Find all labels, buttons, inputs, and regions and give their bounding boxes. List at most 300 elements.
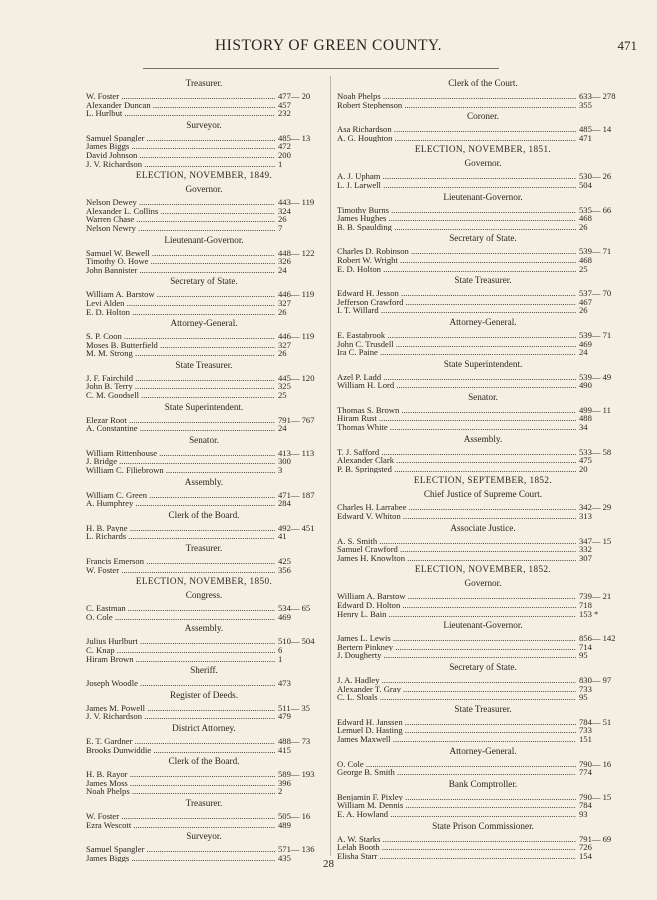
candidate-name: Edward H. Jesson .....: [337, 289, 576, 298]
candidate-name: William A. Barstow .....: [337, 592, 576, 601]
candidate-name: William A. Barstow .....: [86, 290, 275, 299]
candidate-row: [86, 332, 322, 341]
candidate-row: [337, 643, 629, 652]
candidate-name: James Moss .....: [86, 779, 275, 788]
vote-count: 2: [278, 787, 283, 796]
candidate-name: C. M. Goodsell .....: [86, 391, 275, 400]
vote-count: 714: [579, 642, 592, 652]
page-number: 471: [617, 38, 637, 53]
candidate-row: [337, 456, 629, 465]
candidate-name: Edward H. Janssen .....: [337, 718, 576, 727]
candidate-list: [86, 374, 322, 400]
candidate-row: [86, 391, 322, 400]
vote-count: 469: [579, 339, 592, 349]
candidate-row: [86, 299, 322, 308]
vote-count: 24: [278, 265, 287, 275]
candidate-name: J. Dougherty .....: [337, 651, 576, 660]
candidate-row: [86, 341, 322, 350]
candidate-row: [337, 172, 629, 181]
vote-count: 396: [278, 778, 291, 788]
candidate-row: [337, 835, 629, 844]
candidate-row: [86, 491, 322, 500]
office-heading: Governor.: [464, 578, 502, 589]
vote-count: 26: [278, 349, 287, 358]
vote-count: 533— 58: [579, 447, 612, 457]
candidate-name: E. T. Gardner .....: [86, 737, 275, 746]
office-heading: Assembly.: [184, 476, 224, 487]
vote-count: 535— 66: [579, 205, 612, 215]
candidate-row: [86, 416, 322, 425]
candidate-name: J. V. Richardson .....: [86, 160, 275, 169]
candidate-name: Francis Emerson .....: [86, 557, 275, 566]
vote-count: 856— 142: [579, 634, 616, 643]
candidate-name: Edward V. Whiton .....: [337, 512, 576, 521]
office-heading: Attorney-General.: [449, 316, 517, 327]
candidate-row: [337, 125, 629, 134]
candidate-list: [86, 198, 322, 232]
candidate-list: [86, 812, 322, 829]
vote-count: 326: [278, 257, 291, 266]
office-heading: State Superintendent.: [164, 401, 244, 412]
candidate-name: Warren Chase .....: [86, 215, 275, 224]
candidate-row: [86, 613, 322, 622]
vote-count: 457: [278, 100, 291, 110]
candidate-list: [86, 679, 322, 688]
office-heading: Secretary of State.: [170, 276, 238, 287]
candidate-name: H. B. Payne .....: [86, 524, 275, 533]
vote-count: 488— 73: [278, 736, 311, 746]
vote-count: 443— 119: [278, 198, 315, 207]
candidate-list: [337, 247, 629, 273]
vote-count: 477— 20: [278, 92, 311, 101]
candidate-list: [337, 835, 629, 861]
candidate-name: John Bannister .....: [86, 266, 275, 275]
candidate-row: [86, 249, 322, 258]
vote-count: 475: [579, 456, 592, 465]
vote-count: 355: [579, 100, 592, 110]
candidate-row: [337, 810, 629, 819]
candidate-name: John C. Trusdell .....: [337, 340, 576, 349]
candidate-name: T. J. Safford .....: [337, 448, 576, 457]
candidate-row: [337, 793, 629, 802]
office-heading: Assembly.: [184, 623, 224, 634]
office-heading: Surveyor.: [186, 119, 222, 130]
candidate-row: [86, 466, 322, 475]
candidate-row: [337, 726, 629, 735]
vote-count: 534— 65: [278, 604, 311, 613]
candidate-row: [86, 160, 322, 169]
candidate-name: Robert W. Wright .....: [337, 256, 576, 265]
candidate-row: [86, 257, 322, 266]
candidate-name: John B. Terry .....: [86, 382, 275, 391]
vote-count: 325: [278, 382, 291, 392]
vote-count: 356: [278, 565, 291, 575]
candidate-name: A. Constantine .....: [86, 424, 275, 433]
candidate-name: William M. Dennis .....: [337, 801, 576, 810]
candidate-name: James L. Lewis .....: [337, 634, 576, 643]
office-heading: State Treasurer.: [454, 703, 512, 714]
candidate-row: [86, 92, 322, 101]
office-heading: Attorney-General.: [449, 745, 517, 756]
vote-count: 471— 187: [278, 490, 315, 500]
candidate-name: Thomas White .....: [337, 423, 576, 432]
candidate-name: Elezar Root .....: [86, 416, 275, 425]
vote-count: 327: [278, 298, 291, 308]
candidate-name: James Hughes .....: [337, 214, 576, 223]
candidate-row: [86, 655, 322, 664]
candidate-name: James H. Knowlton .....: [337, 554, 576, 563]
candidate-row: [337, 181, 629, 190]
candidate-row: [337, 634, 629, 643]
candidate-row: [86, 266, 322, 275]
candidate-name: C. L. Sloals .....: [337, 693, 576, 702]
vote-count: 26: [579, 306, 588, 315]
vote-count: 718: [579, 601, 592, 610]
candidate-row: [337, 256, 629, 265]
candidate-row: [337, 592, 629, 601]
candidate-name: A. S. Smith .....: [337, 537, 576, 546]
candidate-row: [337, 340, 629, 349]
vote-count: 571— 136: [278, 845, 315, 854]
candidate-row: [337, 423, 629, 432]
candidate-list: [86, 332, 322, 358]
candidate-list: [86, 416, 322, 433]
candidate-row: [337, 348, 629, 357]
candidate-row: [86, 449, 322, 458]
vote-count: 1: [278, 654, 283, 664]
vote-count: 232: [278, 109, 291, 118]
candidate-name: W. Foster .....: [86, 566, 275, 575]
page-footer-number: 28: [323, 858, 334, 870]
candidate-name: Levi Alden .....: [86, 299, 275, 308]
candidate-name: Ira C. Paine .....: [337, 348, 576, 357]
candidate-name: Joseph Woodle .....: [86, 679, 275, 688]
office-heading: Lieutenant-Governor.: [443, 191, 523, 202]
candidate-list: [337, 448, 629, 474]
candidate-name: Timothy Burns .....: [337, 206, 576, 215]
vote-count: 307: [579, 553, 592, 563]
candidate-row: [86, 679, 322, 688]
candidate-row: [86, 637, 322, 646]
candidate-list: [337, 718, 629, 744]
candidate-list: [86, 637, 322, 663]
candidate-row: [337, 214, 629, 223]
candidate-name: Nelson Newry .....: [86, 224, 275, 233]
vote-count: 537— 70: [579, 289, 612, 298]
candidate-row: [337, 465, 629, 474]
candidate-row: [337, 406, 629, 415]
candidate-row: [86, 457, 322, 466]
candidate-name: Alexander L. Collins .....: [86, 207, 275, 216]
office-heading: Assembly.: [463, 433, 503, 444]
candidate-list: [86, 491, 322, 508]
candidate-row: [337, 735, 629, 744]
vote-count: 489: [278, 820, 291, 830]
office-heading: Sheriff.: [190, 665, 218, 676]
candidate-list: [337, 406, 629, 432]
candidate-list: [337, 634, 629, 660]
candidate-row: [337, 223, 629, 232]
candidate-name: Nelson Dewey .....: [86, 198, 275, 207]
candidate-row: [86, 374, 322, 383]
candidate-row: [86, 557, 322, 566]
vote-count: 510— 504: [278, 637, 315, 646]
left-column: [86, 78, 322, 864]
candidate-row: [86, 151, 322, 160]
vote-count: 95: [579, 693, 588, 702]
candidate-row: [86, 215, 322, 224]
office-heading: Attorney-General.: [170, 318, 238, 329]
vote-count: 7: [278, 223, 283, 233]
candidate-row: [86, 770, 322, 779]
candidate-name: E. A. Howland .....: [337, 810, 576, 819]
vote-count: 284: [278, 499, 291, 508]
vote-count: 733: [579, 726, 592, 735]
candidate-row: [86, 737, 322, 746]
vote-count: 25: [579, 264, 588, 274]
candidate-name: L. J. Larwell .....: [337, 181, 576, 190]
candidate-row: [337, 760, 629, 769]
candidate-name: Timothy O. Howe .....: [86, 257, 275, 266]
candidate-list: [337, 793, 629, 819]
vote-count: 539— 49: [579, 372, 612, 382]
candidate-name: James M. Powell .....: [86, 704, 275, 713]
candidate-name: L. Richards .....: [86, 532, 275, 541]
candidate-name: Bertern Pinkney .....: [337, 643, 576, 652]
candidate-row: [337, 373, 629, 382]
vote-count: 313: [579, 512, 592, 521]
candidate-name: J. Bridge .....: [86, 457, 275, 466]
candidate-name: Julius Hurlburt .....: [86, 637, 275, 646]
office-heading: Secretary of State.: [449, 661, 517, 672]
vote-count: 24: [579, 348, 588, 357]
candidate-name: Alexander Clark .....: [337, 456, 576, 465]
candidate-row: [337, 503, 629, 512]
candidate-list: [337, 92, 629, 109]
candidate-row: [86, 224, 322, 233]
candidate-name: Samuel Spangler .....: [86, 845, 275, 854]
vote-count: 539— 71: [579, 247, 612, 256]
office-heading: Senator.: [468, 391, 498, 402]
office-heading: Chief Justice of Supreme Court.: [423, 489, 543, 500]
candidate-name: James Biggs .....: [86, 142, 275, 151]
candidate-list: [337, 503, 629, 520]
vote-count: 347— 15: [579, 536, 612, 546]
vote-count: 467: [579, 297, 592, 307]
candidate-row: [86, 424, 322, 433]
candidate-list: [86, 134, 322, 168]
candidate-name: William C. Filiebrown .....: [86, 466, 275, 475]
candidate-name: Elisha Starr .....: [337, 852, 576, 861]
candidate-name: J. F. Fairchild .....: [86, 374, 275, 383]
vote-count: 300: [278, 457, 291, 467]
candidate-row: [86, 524, 322, 533]
candidate-row: [337, 101, 629, 110]
candidate-name: H. B. Rayor .....: [86, 770, 275, 779]
candidate-list: [86, 704, 322, 721]
candidate-row: [337, 843, 629, 852]
candidate-list: [337, 331, 629, 357]
candidate-name: Moses B. Butterfield .....: [86, 341, 275, 350]
vote-count: 505— 16: [278, 811, 311, 821]
vote-count: 511— 35: [278, 703, 310, 713]
candidate-row: [337, 206, 629, 215]
candidate-name: Jefferson Crawford .....: [337, 298, 576, 307]
vote-count: 739— 21: [579, 592, 612, 601]
candidate-name: George B. Smith .....: [337, 768, 576, 777]
vote-count: 468: [579, 214, 592, 223]
vote-count: 413— 113: [278, 448, 315, 458]
candidate-list: [337, 206, 629, 232]
candidate-row: [86, 349, 322, 358]
candidate-name: Alexander T. Gray .....: [337, 685, 576, 694]
vote-count: 151: [579, 734, 592, 744]
candidate-name: Samuel Spangler .....: [86, 134, 275, 143]
election-heading: ELECTION, SEPTEMBER, 1852.: [413, 475, 553, 486]
office-heading: Register of Deeds.: [169, 689, 239, 700]
candidate-row: [337, 414, 629, 423]
vote-count: 479: [278, 712, 291, 721]
candidate-row: [337, 134, 629, 143]
candidate-row: [86, 308, 322, 317]
vote-count: 468: [579, 255, 592, 265]
page-header-title: HISTORY OF GREEN COUNTY.: [214, 37, 443, 54]
candidate-row: [337, 601, 629, 610]
office-heading: Secretary of State.: [449, 233, 517, 244]
candidate-row: [337, 512, 629, 521]
candidate-name: William Rittenhouse .....: [86, 449, 275, 458]
vote-count: 25: [278, 391, 287, 400]
office-heading: Coroner.: [467, 111, 499, 122]
right-column: [337, 78, 629, 862]
candidate-name: Hiram Brown .....: [86, 655, 275, 664]
vote-count: 1: [278, 159, 283, 169]
office-heading: Clerk of the Board.: [168, 756, 240, 767]
candidate-name: Samuel Crawford .....: [337, 545, 576, 554]
candidate-list: [337, 537, 629, 563]
candidate-list: [86, 737, 322, 754]
office-heading: Senator.: [189, 434, 219, 445]
candidate-row: [86, 845, 322, 854]
candidate-row: [337, 685, 629, 694]
candidate-row: [337, 247, 629, 256]
vote-count: 435: [278, 853, 291, 863]
candidate-list: [86, 92, 322, 118]
candidate-list: [86, 449, 322, 475]
candidate-row: [337, 610, 629, 619]
candidate-row: [86, 532, 322, 541]
vote-count: 504: [579, 180, 592, 190]
candidate-name: E. D. Holton .....: [86, 308, 275, 317]
vote-count: 490: [579, 381, 592, 390]
office-heading: Treasurer.: [185, 543, 223, 553]
candidate-list: [337, 125, 629, 142]
candidate-row: [337, 331, 629, 340]
candidate-name: Charles H. Larrabee .....: [337, 503, 576, 512]
candidate-row: [86, 290, 322, 299]
vote-count: 6: [278, 645, 283, 655]
vote-count: 469: [278, 612, 291, 622]
candidate-row: [86, 499, 322, 508]
candidate-name: James Biggs .....: [86, 854, 275, 863]
vote-count: 774: [579, 768, 592, 777]
office-heading: Bank Comptroller.: [448, 778, 518, 789]
column-divider: [330, 76, 331, 856]
candidate-row: [337, 676, 629, 685]
candidate-row: [86, 142, 322, 151]
vote-count: 26: [278, 307, 287, 317]
office-heading: Surveyor.: [186, 831, 222, 842]
office-heading: Lieutenant-Governor.: [443, 620, 523, 631]
vote-count: 488: [579, 414, 592, 424]
candidate-name: Charles D. Robinson .....: [337, 247, 576, 256]
candidate-row: [337, 768, 629, 777]
candidate-list: [337, 289, 629, 315]
candidate-row: [86, 198, 322, 207]
vote-count: 332: [579, 545, 592, 554]
vote-count: 3: [278, 466, 283, 475]
candidate-row: [337, 298, 629, 307]
vote-count: 95: [579, 651, 588, 660]
vote-count: 342— 29: [579, 503, 612, 513]
vote-count: 26: [579, 222, 588, 232]
vote-count: 153 *: [579, 609, 599, 619]
candidate-row: [86, 821, 322, 830]
candidate-name: William C. Green .....: [86, 491, 275, 500]
vote-count: 154: [579, 851, 592, 861]
candidate-name: James Maxwell .....: [337, 735, 576, 744]
candidate-name: O. Cole .....: [86, 613, 275, 622]
candidate-row: [86, 779, 322, 788]
candidate-row: [86, 787, 322, 796]
candidate-row: [337, 448, 629, 457]
candidate-list: [337, 676, 629, 702]
candidate-name: Alexander Duncan .....: [86, 101, 275, 110]
vote-count: 324: [278, 206, 291, 216]
vote-count: 26: [278, 215, 287, 224]
candidate-list: [86, 524, 322, 541]
candidate-name: David Johnson .....: [86, 151, 275, 160]
office-heading: District Attorney.: [172, 722, 236, 733]
vote-count: 733: [579, 684, 592, 694]
vote-count: 830— 97: [579, 675, 612, 685]
candidate-name: Ezra Wescott .....: [86, 821, 275, 830]
vote-count: 784— 51: [579, 717, 612, 727]
candidate-name: Benjamin F. Pixley .....: [337, 793, 576, 802]
vote-count: 473: [278, 679, 291, 688]
vote-count: 415: [278, 745, 291, 755]
candidate-name: A. W. Starks .....: [337, 835, 576, 844]
candidate-name: J. A. Hadley .....: [337, 676, 576, 685]
candidate-row: [86, 646, 322, 655]
candidate-name: J. V. Richardson .....: [86, 712, 275, 721]
election-heading: ELECTION, NOVEMBER, 1849.: [135, 170, 273, 181]
vote-count: 539— 71: [579, 330, 612, 340]
candidate-name: L. Hurlbut .....: [86, 109, 275, 118]
candidate-row: [86, 712, 322, 721]
candidate-name: William H. Lord .....: [337, 381, 576, 390]
vote-count: 485— 13: [278, 133, 311, 143]
vote-count: 448— 122: [278, 248, 315, 258]
candidate-name: W. Foster .....: [86, 812, 275, 821]
candidate-name: W. Foster .....: [86, 92, 275, 101]
candidate-list: [337, 760, 629, 777]
candidate-row: [337, 651, 629, 660]
candidate-name: E. D. Holton .....: [337, 265, 576, 274]
candidate-row: [337, 265, 629, 274]
candidate-name: Edward D. Holton .....: [337, 601, 576, 610]
vote-count: 790— 16: [579, 759, 612, 769]
